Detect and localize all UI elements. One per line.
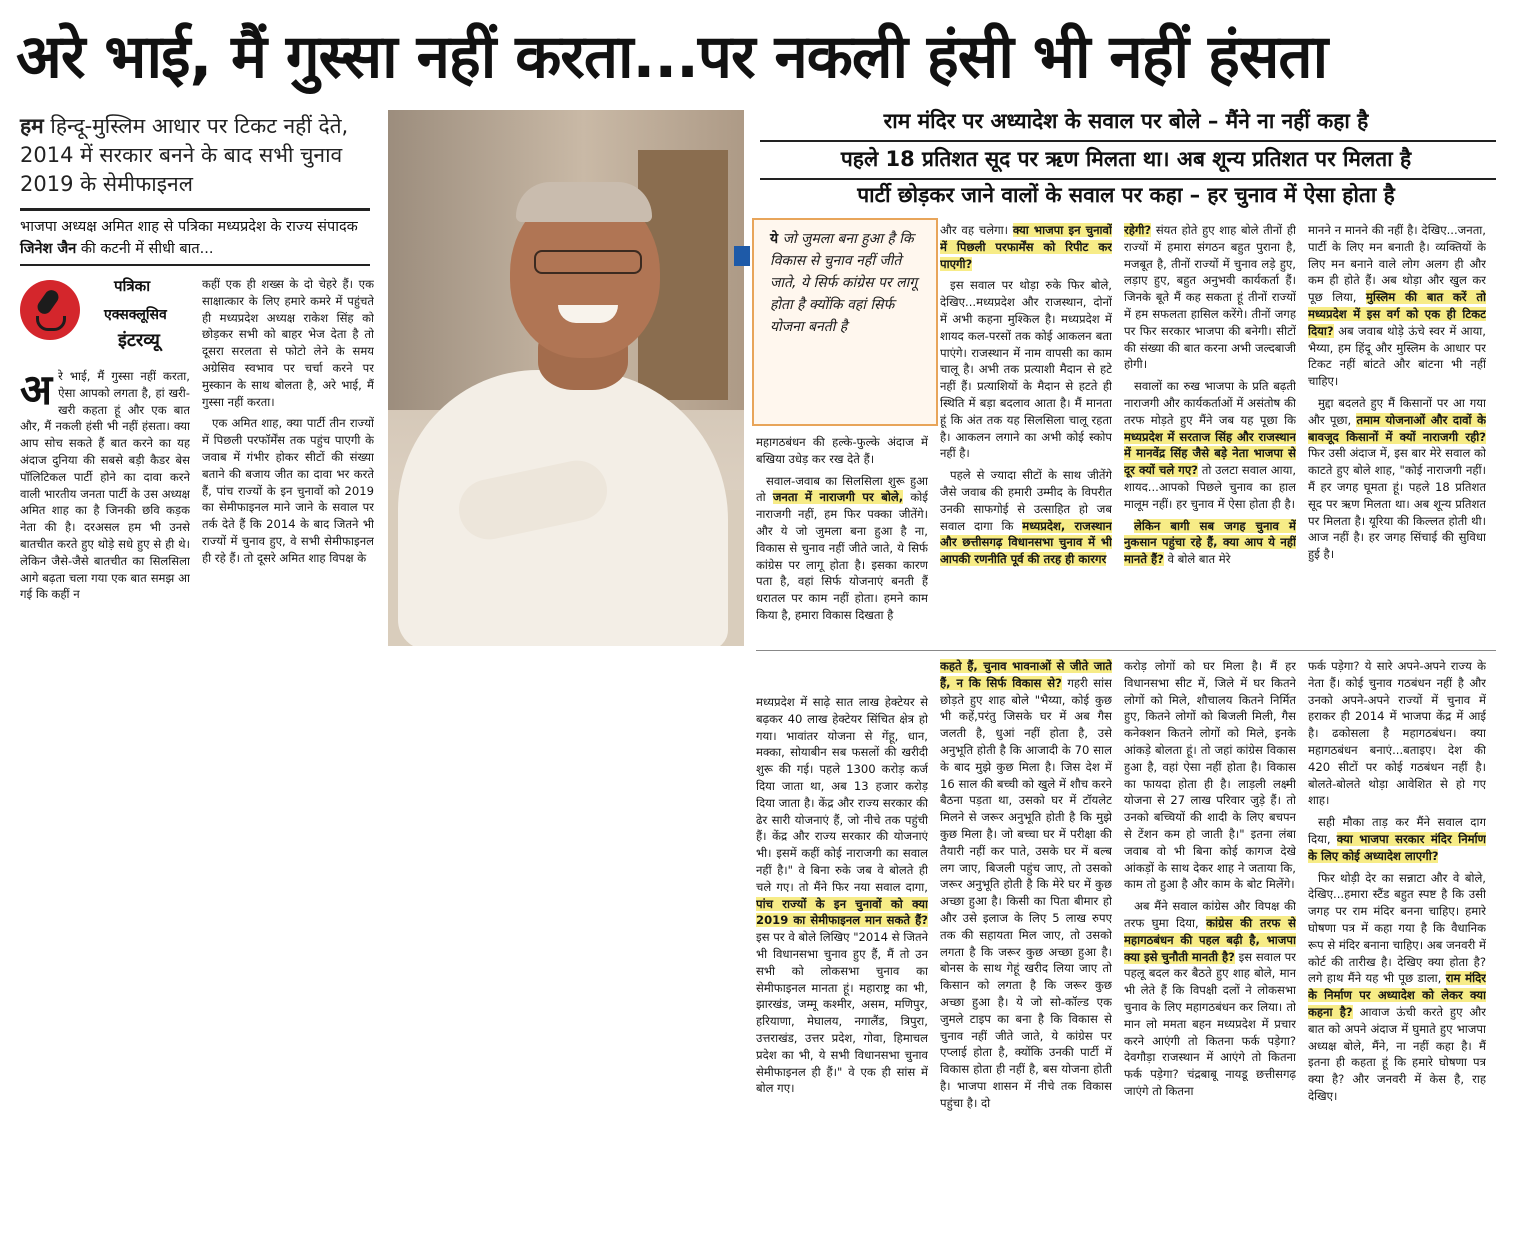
drop-cap: अ [20,368,53,414]
highlighted-question: मुस्लिम की बात करें तो मध्यप्रदेश में इस वर्ग को एक ही टिकट दिया? [1308,290,1486,338]
intro-divider [20,208,370,211]
paragraph [940,658,1112,1112]
article-column-7 [756,694,928,1204]
text-run: सही मौका ताड़ कर मैंने सवाल दाग दिया, [1308,815,1486,846]
intro-body: हिन्दू-मुस्लिम आधार पर टिकट नहीं देते, 2014 में सरकार बनने के बाद सभी चुनाव 2019 के सेमीफाइनल [20,114,349,196]
text-run: कोई नाराजगी नहीं, हम फिर पक्का जीतेंगे। और ये जो जुमला बना हुआ है ना, विकास से चुनाव नहीं जीते जाते, ये सिर्फ कांग्रेस पर लागू होता है। इसका कारण पता है, वहां सिर्फ योजनाएं बनती हैं धरातल पर काम नहीं होता। हमने काम किया है, हमारा विकास दिखता है [756,490,928,622]
mic-head-icon [35,287,61,316]
article-column-9 [1124,658,1296,1204]
highlighted-question: मध्यप्रदेश, राजस्थान और छत्तीसगढ़ विधानसभा चुनाव में भी आपकी रणनीति पूर्व की तरह ही कारगर [940,518,1112,567]
article-column-10 [1308,658,1486,1204]
text-run: वे बोले बात मेरे [1163,552,1231,567]
highlighted-question: रहेगी? [1124,223,1152,237]
subhead-3: पार्टी छोड़कर जाने वालों के सवाल पर कहा – हर चुनाव में ऐसा होता है [857,183,1395,207]
headline: अरे भाई, मैं गुस्सा नहीं करता...पर नकली हंसी भी नहीं हंसता [16,22,1328,92]
article-column-5 [1124,222,1296,644]
article-column-3 [756,434,928,644]
interview-label: इंटरव्यू [118,330,160,351]
pull-quote-body: जो जुमला बना हुआ है कि विकास से चुनाव नहीं जीते जाते, ये सिर्फ कांग्रेस पर लागू होता है क्योंकि वहां सिर्फ योजना बनती है [770,231,918,335]
text-run: सवाल-जवाब का सिलसिला शुरू हुआ तो [756,473,928,505]
text-run: इस सवाल पर पहलू बदल कर बैठते हुए शाह बोले, मान भी लेते हैं कि विपक्षी दलों ने लोकसभा चुनाव के लिए महागठबंधन कर लिया। तो मान लो ममता बहन मध्यप्रदेश में प्रचार करने आएंगी तो कितना फर्क पड़ेगा? देवगौड़ा राजस्थान में आएंगे तो कितना फर्क पड़ेगा? चंद्रबाबू नायडू छत्तीसगढ़ जाएंगे तो कितना [1124,949,1296,1098]
article-column-2 [202,276,374,648]
text-run: फिर थोड़ी देर का सन्नाटा और वे बोले, देखिए...हमारा स्टैंड बहुत स्पष्ट है कि उसी जगह पर राम मंदिर बनना चाहिए। हमारे घोषणा पत्र में कहा गया है कि वैधानिक रूप से मंदिर बनाना चाहिए। अब जनवरी में कोर्ट की तारीख है। देखिए क्या होता है? लगे हाथ मैंने यह भी पूछ डाला, [1308,870,1486,986]
subhead-1: राम मंदिर पर अध्यादेश के सवाल पर बोले – मैंने ना नहीं कहा है [883,109,1369,133]
text-run: तो उलटा सवाल आया, शायद...आपको पिछले चुनाव का हाल मालूम नहीं। हर चुनाव में ऐसा होता ही है। [1124,463,1296,511]
highlighted-question: पांच राज्यों के इन चुनावों को क्या 2019 का सेमीफाइनल मान सकते हैं? [756,896,928,928]
text-run: और वह चलेगा। [940,223,1013,237]
highlighted-question: तमाम योजनाओं और दावों के बावजूद किसानों में क्यों नाराजगी रही? [1308,412,1486,444]
paragraph: महागठबंधन की हल्के-फुल्के अंदाज में बखिया उधेड़ कर रख देते हैं। [756,435,928,466]
text-run: मुद्दा बदलते हुए मैं किसानों पर आ गया और पूछा, [1308,395,1486,427]
paragraph: एक अमित शाह, क्या पार्टी तीन राज्यों में पिछली परफॉर्मेंस तक पहुंच पाएगी के जवाब में गंभीर होकर सीटों की संख्या बताने की बजाय जीत का दावा भर करते हैं, पांच राज्यों के इन चुनावों को 2019 का सेमीफाइनल माने जाने के सवाल पर तर्क देते हैं कि 2014 के बाद जितने भी राज्यों में चुनाव हुए, वे सभी सेमीफाइनल ही रहे हैं। तो दूसरे अमित शाह विपक्ष के [202,416,374,565]
paragraph [1124,518,1296,568]
text-run: फिर उसी अंदाज में, इस बार मेरे सवाल को काटते हुए बोले शाह, "कोई नाराजगी नहीं। मैं हर जगह घूमता हूं। पहले 18 प्रतिशत सूद पर ऋण मिलता था। अब शून्य प्रतिशत पर मिलता है। यूरिया की किल्लत होती थी। आज नहीं है। हर जगह सिंचाई की सुविधा हुई है। [1308,446,1486,562]
pull-quote-text [770,228,930,338]
text-run: मानने न मानने की नहीं है। देखिए...जनता, पार्टी के लिए मन बनाती है। व्यक्तियों के लिए मन बनाने वाले लोग अलग ही और कम ही होते हैं। अब थोड़ा और खुल कर पूछ लिया, [1308,223,1486,305]
text-run: अब जवाब थोड़े ऊंचे स्वर में आया, भैय्या, हम हिंदू और मुस्लिम के आधार पर टिकट नहीं बांटते और बांटना भी नहीं चाहिए। [1308,323,1486,389]
text-run: गहरी सांस छोड़ते हुए शाह बोले "भैय्या, कोई कुछ भी कहें,परंतु जिसके घर में अब गैस जलती है, धुआं नहीं होता है, उसे अनुभूति होती है कि आजादी के 70 साल के बाद मुझे कुछ मिला है। जिस देश में 16 साल की बच्ची को खुले में शौच करने बैठना पड़ता था, उसको घर में टॉयलेट मिलने से जरूर अनुभूति होती है कि मुझे कुछ मिला है। जो बच्चा घर में परीक्षा की तैयारी नहीं कर पाते, उसके घर में बल्ब लग जाए, बिजली पहुंच जाए, तो उसको जरूर अनुभूति होती है कि मेरे घर में कुछ अच्छा हुआ है। किसी का पिता बीमार हो और उसे इलाज के लिए 5 लाख रुपए तक की सहायता मिल जाए, तो उसको लगता है कि जरूर कुछ अच्छा हुआ है। बोनस के साथ गेहूं खरीद लिया जाए तो किसान को लगता है कि जरूर कुछ अच्छा हुआ है। ये जो सो-कॉल्ड एक जुमले टाइप का बना है कि विकास से चुनाव नहीं जीते जाते, ये कांग्रेस पर एप्लाई होता है, क्योंकि उनकी पार्टी में विकास होता ही नहीं है, बस योजना होती है। भाजपा शासन में नीचे तक विकास पहुंचा है। दो [940,675,1112,1110]
paragraph: रे भाई, मैं गुस्सा नहीं करता, ऐसा आपको लगता है, हां खरी-खरी कहता हूं और एक बात और, मैं नकली हंसी भी नहीं हंसता। क्या आप सोच सकते हैं बात करने का यह अंदाज दुनिया की सबसे बड़ी कैडर बेस पॉलिटिकल पार्टी होने का दावा करने वाली भारतीय जनता पार्टी के उस अध्यक्ष अमित शाह का है जिनकी छवि कड़क नेता की है। दरअसल हम भी उनसे बातचीत करते हुए थोड़े सधे हुए से ही थे। लेकिन जैसे-जैसे बातचीत का सिलसिला आगे बढ़ता चला गया एक बात समझ आ गई कि कहीं न [20,369,190,602]
highlighted-question: मध्यप्रदेश में सरताज सिंह और राजस्थान में मानवेंद्र सिंह जैसे बड़े नेता भाजपा से दूर क्यों चले गए? [1124,429,1296,478]
paragraph [1124,222,1296,373]
article-column-6 [1308,222,1486,644]
mic-stand-icon [36,316,66,331]
exclusive-label: एक्सक्लूसिव [104,307,167,323]
pull-quote-box [752,218,938,426]
subhead-divider [760,140,1496,142]
photo-hair [516,182,652,222]
byline-editor-name: जिनेश जैन [20,241,77,257]
article-column-1 [20,368,190,648]
paragraph [756,473,928,624]
paragraph [756,694,928,1097]
text-run: पहले से ज्यादा सीटों के साथ जीतेंगे जैसे जवाब की हमारी उम्मीद के विपरीत उनकी साफगोई से उत्साहित हो जब सवाल दागा कि [940,468,1112,533]
microphone-logo-icon [20,280,80,340]
highlighted-question: क्या भाजपा सरकार मंदिर निर्माण के लिए कोई अध्यादेश लाएगी? [1308,831,1486,863]
paragraph: इस सवाल पर थोड़ा रुके फिर बोले, देखिए...मध्यप्रदेश और राजस्थान, दोनों में अभी कहना मुश्किल है। मध्यप्रदेश में शायद कल-परसों तक कोई आकलन बता पाएंगे। राजस्थान में नाम वापसी का काम चालू है। अभी तक प्रत्याशी मैदान से हटे नहीं हैं। प्रत्याशियों के मैदान से हटते ही स्थिति में बड़ा बदलाव आता है। मैं मानता हूं कि अंत तक यह सिलसिला चालू रहता है। आकलन लगाने का अभी कोई स्कोप नहीं है। [940,278,1112,461]
highlighted-question: राम मंदिर के निर्माण पर अध्यादेश को लेकर क्या कहना है? [1308,971,1486,1019]
paragraph [1308,870,1486,1105]
paragraph [1124,378,1296,512]
byline-divider [20,264,370,266]
text-run: आवाज ऊंची करते हुए और बात को अपने अंदाज में घुमाते हुए भाजपा अध्यक्ष बोले, मैंने, ना नहीं कहा है। मैं इतना ही कहता हूं कि हमारे घोषणा पत्र क्या है? और जनवरी में केस है, राह देखिए। [1308,1004,1486,1103]
text-run: मध्यप्रदेश में साढ़े सात लाख हेक्टेयर से बढ़कर 40 लाख हेक्टेयर सिंचित क्षेत्र हो गया। भावांतर योजना से गेंहू, धान, मक्का, सोयाबीन सब फसलों की खरीदी शुरू की गई। पहले 1300 करोड़ कर्ज दिया जाता था, अब 13 हजार करोड़ दिया जाता है। केंद्र और राज्य सरकार की ढेर सारी योजनाएं हैं, जो नीचे तक पहुंची हैं। केंद्र और राज्य सरकार की योजनाएं भी। इसमें कहीं कोई नाराजगी का सवाल नहीं है।" वे बिना रुके जब वे बोलते ही चले गए। तो मैंने फिर नया सवाल दागा, [756,695,928,894]
paragraph [1124,898,1296,1100]
highlighted-question: जनता में नाराजगी पर बोले, [772,490,904,505]
paragraph [940,467,1112,568]
article-column-4 [940,222,1112,644]
text-run: संयत होते हुए शाह बोले तीनों ही राज्यों में हमारा संगठन बहुत पुराना है, मजबूत है, तीनों राज्यों में चुनाव लड़े हुए, लड़ाए हुए, बहुत अनुभवी कार्यकर्ता हैं। जिनके बूते मैं कह सकता हूं तीनों राज्यों में हम सफलता हासिल करेंगे। तीनों जगह पर फिर सरकार भाजपा की बनेगी। सीटों की संख्या की बात करना अभी जल्दबाजी होगी। [1124,223,1296,372]
photo-glasses [534,250,642,274]
paragraph: कहीं एक ही शख्स के दो चेहरे हैं। एक साक्षात्कार के लिए हमारे कमरे में पहुंचते ही मध्यप्रदेश अध्यक्ष राकेश सिंह को छोड़कर सभी को बाहर भेज देता है तो दूसरा सरलता से फोटो लेने के समय अग्रेसिव स्वभाव पर चर्चा करने पर मुस्कान के साथ बोलता है, अरे भाई, मैं गुस्सा नहीं करता। [202,277,374,409]
highlighted-question: कहते हैं, चुनाव भावनाओं से जीते जाते हैं, न कि सिर्फ विकास से? [940,659,1112,690]
highlighted-question: लेकिन बागी सब जगह चुनाव में नुकसान पहुंचा रहे हैं, क्या आप ये नहीं मानते हैं? [1124,518,1296,567]
paragraph [1308,222,1486,390]
text-run: इस पर वे बोले लिखिए "2014 से जितने भी विधानसभा चुनाव हुए हैं, मैं तो उन सभी को लोकसभा चुनाव का सेमीफाइनल मानता हूं। महाराष्ट्र का भी, झारखंड, जम्मू कश्मीर, असम, मणिपुर, हरियाणा, मेघालय, नगालैंड, त्रिपुरा, उत्तराखंड, उत्तर प्रदेश, गोवा, हिमाचल प्रदेश का भी, ये सभी विधानसभा चुनाव सेमीफाइनल ही हैं।" वे एक ही सांस में बोल गए। [756,930,928,1096]
section-divider [756,650,1496,651]
text-run: सवालों का रुख भाजपा के प्रति बढ़ती नाराजगी और कार्यकर्ताओं में असंतोष की तरफ मोड़ते हुए मैंने जब यह पूछा कि [1124,379,1296,427]
text-run: अब मैंने सवाल कांग्रेस और विपक्ष की तरफ घुमा दिया, [1124,899,1296,930]
intro-lead: हम [20,114,44,138]
paragraph [1308,395,1486,563]
highlighted-question: कांग्रेस की तरफ से महागठबंधन की पहल बढ़ी है, भाजपा क्या इसे चुनौती मानती है? [1124,915,1296,964]
byline-suffix: की कटनी में सीधी बात... [76,241,214,257]
article-column-8 [940,658,1112,1204]
subhead-2: पहले 18 प्रतिशत सूद पर ऋण मिलता था। अब शून्य प्रतिशत पर मिलता है [840,147,1412,171]
intro-text [20,112,370,199]
paragraph [1308,814,1486,864]
paragraph: फर्क पड़ेगा? ये सारे अपने-अपने राज्य के नेता हैं। कोई चुनाव गठबंधन नहीं है और उनको अपने-अपने राज्यों में चुनाव में हराकर ही 2014 में भाजपा केंद्र में आई है। ढकोसला है महागठबंधन। क्या महागठबंधन बनाएं...बताइए। देश की 420 सीटों पर कोई गठबंधन नहीं है। बोलते-बोलते थोड़ा आवेशित से हो गए शाह। [1308,659,1486,808]
pull-quote-lead: ये [770,231,779,247]
paragraph [940,222,1112,272]
byline [20,216,375,260]
paragraph: करोड़ लोगों को घर मिला है। मैं हर विधानसभा सीट में, जिले में घर कितने लोगों को मिले, शौचालय कितने निर्मित हुए, कितने लोगों को बिजली मिली, गैस कनेक्शन कितने लोगों को मिले, इनके आंकड़े बोलता हूं। तो जहां कांग्रेस विकास हुआ है, वहां ऐसा नहीं होता है। विकास का फायदा होता ही है। लाड़ली लक्ष्मी योजना से 27 लाख परिवार जुड़े हैं। तो उनको बच्चियों की शादी के लिए बचपन से टेंशन कम हो जाती है।" इतना लंबा जवाब वो भी बिना कोई कागज देखे आंकड़ों के साथ देकर शाह ने जताया कि, काम तो हुआ है और काम के बोट मिलेंगे। [1124,659,1296,892]
highlighted-question: क्या भाजपा इन चुनावों में पिछली परफार्मेंस को रिपीट कर पाएगी? [940,223,1112,271]
portrait-photo [388,110,744,646]
photo-smile [558,305,618,323]
brand-name: पत्रिका [114,277,151,295]
byline-text: भाजपा अध्यक्ष अमित शाह से पत्रिका मध्यप्रदेश के राज्य संपादक [20,219,358,235]
quote-marker-icon [734,246,750,266]
